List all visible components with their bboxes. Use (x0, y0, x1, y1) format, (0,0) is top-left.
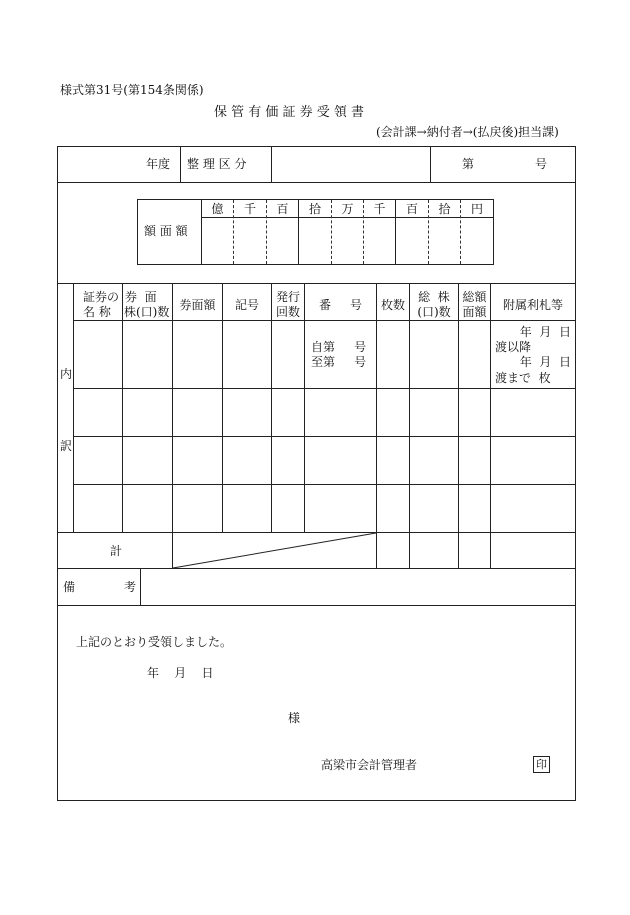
remarks-label-1: 備 (63, 580, 76, 594)
signer-title: 高梁市会計管理者 (321, 758, 418, 772)
row1-div-c (430, 146, 431, 182)
classification-value-field[interactable] (272, 147, 429, 181)
breakdown-side-label-1: 内 (60, 367, 73, 381)
number-suffix-label: 号 (535, 157, 548, 171)
coupon-date-from: 年 月 日 (519, 325, 571, 339)
col-total-face-l2: 面額 (462, 305, 487, 319)
amount-box-top (137, 199, 493, 200)
remarks-bottom (57, 605, 576, 606)
unit-man: 万 (341, 202, 354, 216)
number-value-field[interactable] (478, 147, 528, 181)
unit-oku: 億 (211, 202, 224, 216)
col-sheet-count: 枚数 (380, 298, 405, 312)
unit-hyaku-1: 百 (276, 202, 289, 216)
frame-bottom (57, 800, 576, 801)
col-security-name-l1: 証券の (83, 290, 120, 304)
amount-box-bottom (137, 264, 493, 265)
unit-hyaku-2: 百 (405, 202, 418, 216)
document-title: 保 管 有 価 証 券 受 領 書 (214, 105, 365, 120)
col-share-count-l2: 株(口)数 (124, 305, 170, 319)
detail-top (57, 283, 576, 284)
breakdown-side-label-2: 訳 (60, 439, 73, 453)
range-from-label: 自第 号 (311, 340, 367, 354)
col-total-face-l1: 総額 (462, 290, 487, 304)
col-number: 番 号 (318, 298, 363, 312)
detail-row-2[interactable] (74, 389, 575, 435)
col-face-value: 券面額 (179, 298, 216, 312)
face-amount-label: 額 面 額 (144, 224, 188, 238)
row1-div-a (180, 146, 181, 182)
col-total-shares-l1: 総 株 (418, 290, 450, 304)
form-number: 様式第31号(第154条関係) (60, 83, 204, 97)
remarks-field[interactable] (141, 569, 575, 605)
col-issue-count-l1: 発行 (275, 290, 300, 304)
detail-row-1[interactable] (74, 321, 575, 387)
unit-sen-1: 千 (243, 202, 256, 216)
coupon-to-suffix: 渡まで 枚 (495, 371, 551, 385)
col-security-name-l2: 名 称 (83, 305, 111, 319)
unit-sen-2: 千 (373, 202, 386, 216)
total-diagonal-line (172, 532, 377, 569)
frame-left (57, 146, 58, 801)
seal-mark: 印 (533, 756, 550, 773)
detail-row-4[interactable] (74, 485, 575, 531)
amount-box-left (137, 199, 138, 265)
routing-note: (会計課→納付者→(払戻後)担当課) (376, 125, 559, 139)
col-issue-count-l2: 回数 (275, 305, 300, 319)
coupon-from-suffix: 渡以降 (495, 340, 532, 354)
col-share-count-l1: 券 面 (125, 290, 157, 304)
recipient-honorific: 様 (288, 711, 301, 725)
detail-row-3[interactable] (74, 437, 575, 483)
range-to-label: 至第 号 (311, 355, 367, 369)
unit-juu-2: 拾 (438, 202, 451, 216)
amount-box-right (493, 199, 494, 265)
col-coupons: 附属利札等 (502, 298, 563, 312)
fiscal-year-label: 年度 (146, 157, 171, 171)
face-amount-field[interactable] (202, 218, 493, 264)
unit-juu-1: 拾 (308, 202, 321, 216)
remarks-label-2: 考 (124, 580, 137, 594)
receipt-statement: 上記のとおり受領しました。 (76, 635, 233, 649)
receipt-date: 年 月 日 (147, 666, 214, 680)
number-prefix-label: 第 (462, 157, 475, 171)
total-label: 計 (110, 544, 123, 558)
col-total-shares-l2: (口)数 (417, 305, 451, 319)
unit-en: 円 (470, 202, 483, 216)
frame-right (575, 146, 576, 801)
coupon-date-to: 年 月 日 (519, 355, 571, 369)
col-symbol: 記号 (234, 298, 259, 312)
row1-bottom (57, 182, 576, 183)
classification-label: 整 理 区 分 (187, 157, 247, 171)
